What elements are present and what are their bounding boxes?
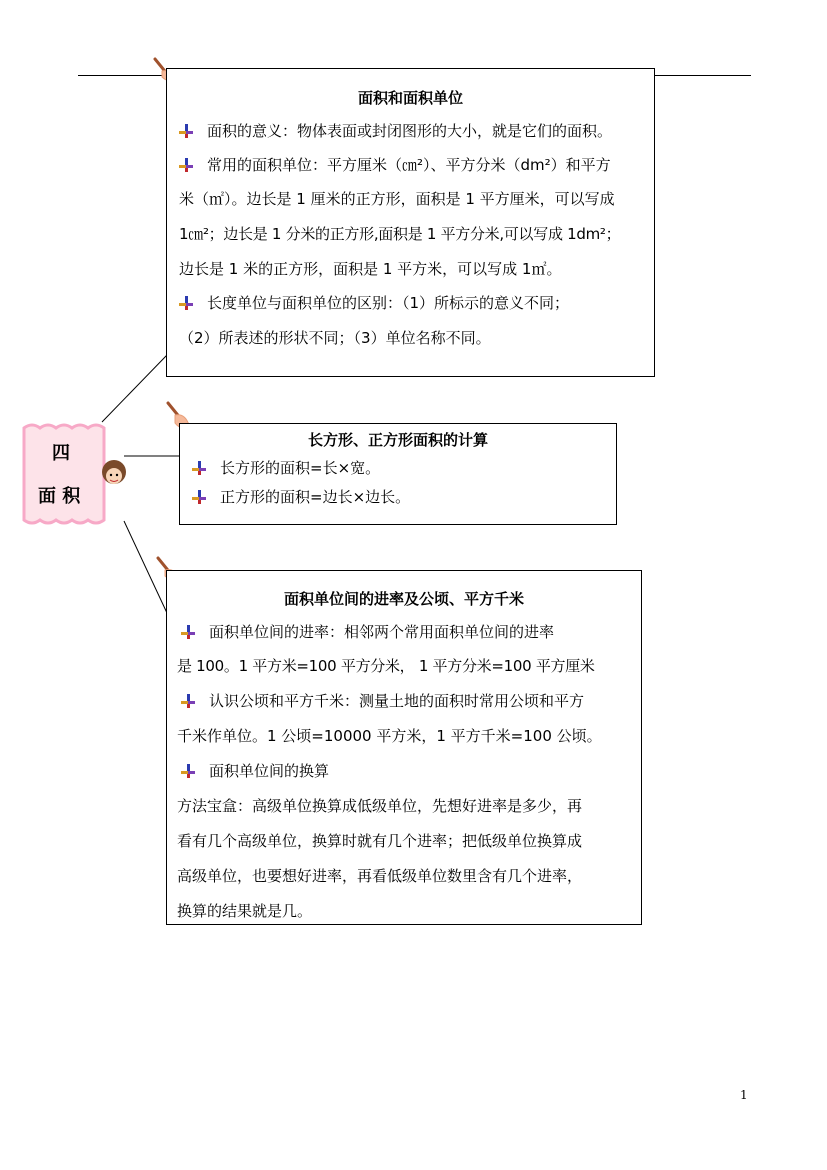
page-number: 1: [740, 1088, 748, 1102]
bullet-line: 面积的意义：物体表面或封闭图形的大小，就是它们的面积。: [179, 121, 612, 141]
bullet-line: 面积单位间的换算: [181, 761, 329, 781]
bullet-line: 常用的面积单位：平方厘米（㎝²）、平方分米（dm²）和平方: [179, 155, 611, 175]
text-line: 是 100。1 平方米=100 平方分米， 1 平方分米=100 平方厘米: [177, 657, 595, 675]
area-units-box: [166, 68, 655, 377]
bullet-icon: [179, 124, 193, 138]
chapter-number: 四: [52, 443, 70, 464]
bullet-icon: [181, 764, 195, 778]
bullet-line: 长方形的面积=长×宽。: [192, 458, 380, 478]
chapter-label-card: [18, 420, 116, 528]
bullet-icon: [179, 296, 193, 310]
text-line: 1㎝²；边长是 1 分米的正方形,面积是 1 平方分米,可以写成 1dm²；: [179, 225, 621, 243]
text-line: 米（㎡）。边长是 1 厘米的正方形，面积是 1 平方厘米，可以写成: [179, 190, 615, 208]
text-line: 看有几个高级单位，换算时就有几个进率；把低级单位换算成: [177, 832, 583, 850]
bullet-icon: [179, 158, 193, 172]
bullet-icon: [181, 625, 195, 639]
chapter-title: 面 积: [38, 486, 81, 507]
text-line: 高级单位，也要想好进率，再看低级单位数里含有几个进率，: [177, 867, 583, 885]
header-rule-right: [654, 75, 751, 76]
box-title: 面积单位间的进率及公顷、平方千米: [283, 590, 524, 608]
bullet-line: 正方形的面积=边长×边长。: [192, 487, 410, 507]
text-line: 边长是 1 米的正方形，面积是 1 平方米，可以写成 1㎡。: [179, 260, 562, 278]
rectangle-area-box: [179, 423, 617, 525]
unit-conversion-box: [166, 570, 642, 925]
bullet-line: 长度单位与面积单位的区别：（1）所标示的意义不同；: [179, 293, 569, 313]
text-line: 方法宝盒：高级单位换算成低级单位，先想好进率是多少，再: [177, 797, 583, 815]
text-line: 换算的结果就是几。: [177, 902, 313, 920]
connector-to-box1: [102, 355, 167, 422]
bullet-icon: [192, 490, 206, 504]
bullet-line: 认识公顷和平方千米：测量土地的面积时常用公顷和平方: [181, 691, 584, 711]
bullet-icon: [181, 694, 195, 708]
box-title: 长方形、正方形面积的计算: [307, 431, 488, 449]
text-line: （2）所表述的形状不同；（3）单位名称不同。: [179, 329, 491, 347]
text-line: 千米作单位。1 公顷=10000 平方米，1 平方千米=100 公顷。: [177, 727, 602, 745]
bullet-line: 面积单位间的进率：相邻两个常用面积单位间的进率: [181, 622, 554, 642]
box-title: 面积和面积单位: [357, 89, 463, 107]
bullet-icon: [192, 461, 206, 475]
